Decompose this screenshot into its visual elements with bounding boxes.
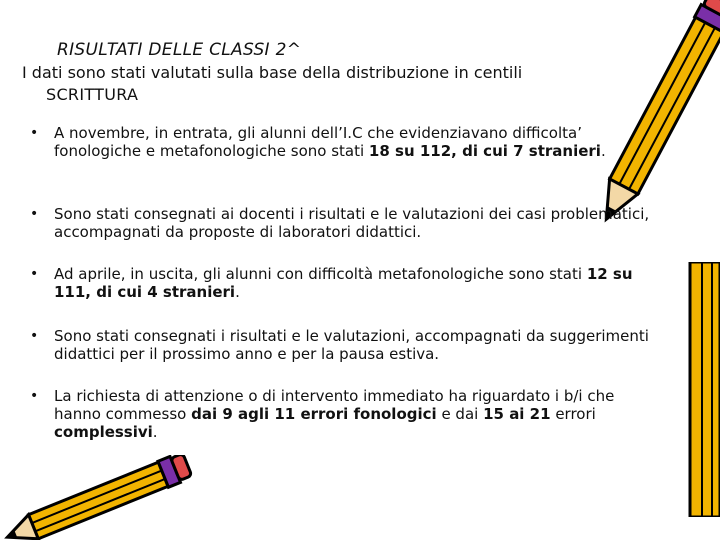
bullet-emphasis: 12 su 111, di cui 4 stranieri — [54, 265, 633, 301]
bullet-item — [30, 327, 670, 363]
bullet-item — [30, 387, 670, 441]
bullet-item — [30, 265, 670, 301]
pencil-bottom-left-icon — [0, 455, 205, 540]
bullet-dot: • — [30, 266, 39, 282]
bullet-emphasis: 18 su 112, di cui 7 stranieri — [368, 142, 601, 160]
bullet-dot: • — [30, 328, 39, 344]
slide-title: RISULTATI DELLE CLASSI 2^ — [57, 40, 302, 60]
bullet-text: A novembre, in entrata, gli alunni dell’I.C che evidenziavano difficolta’ fonologiche e metafonologiche sono stati 18 su 112, di cui 7 stranieri. — [54, 124, 606, 160]
bullet-dot: • — [30, 206, 39, 222]
bullet-dot: • — [30, 388, 39, 404]
bullet-dot: • — [30, 125, 39, 141]
bullet-item — [30, 205, 670, 241]
slide-subtitle: I dati sono stati valutati sulla base della distribuzione in centili — [22, 63, 523, 82]
bullet-emphasis: dai 9 agli 11 errori fonologici — [191, 405, 437, 423]
bullet-text: Sono stati consegnati ai docenti i risultati e le valutazioni dei casi problematici, accompagnati da proposte di laboratori didattici. — [54, 205, 650, 241]
bullet-text: Ad aprile, in uscita, gli alunni con difficoltà metafonologiche sono stati 12 su 111, di cui 4 stranieri. — [54, 265, 633, 301]
bullet-emphasis: complessivi — [54, 423, 153, 441]
bullet-item — [30, 124, 670, 160]
pencil-right-edge-icon — [676, 262, 720, 517]
section-heading: SCRITTURA — [46, 85, 139, 104]
bullet-text: La richiesta di attenzione o di intervento immediato ha riguardato i b/i che hanno commesso dai 9 agli 11 errori fonologici e dai 15 ai 21 errori complessivi. — [54, 387, 615, 441]
bullet-text: Sono stati consegnati i risultati e le valutazioni, accompagnati da suggerimenti didattici per il prossimo anno e per la pausa estiva. — [54, 327, 649, 363]
bullet-emphasis: 15 ai 21 — [483, 405, 551, 423]
